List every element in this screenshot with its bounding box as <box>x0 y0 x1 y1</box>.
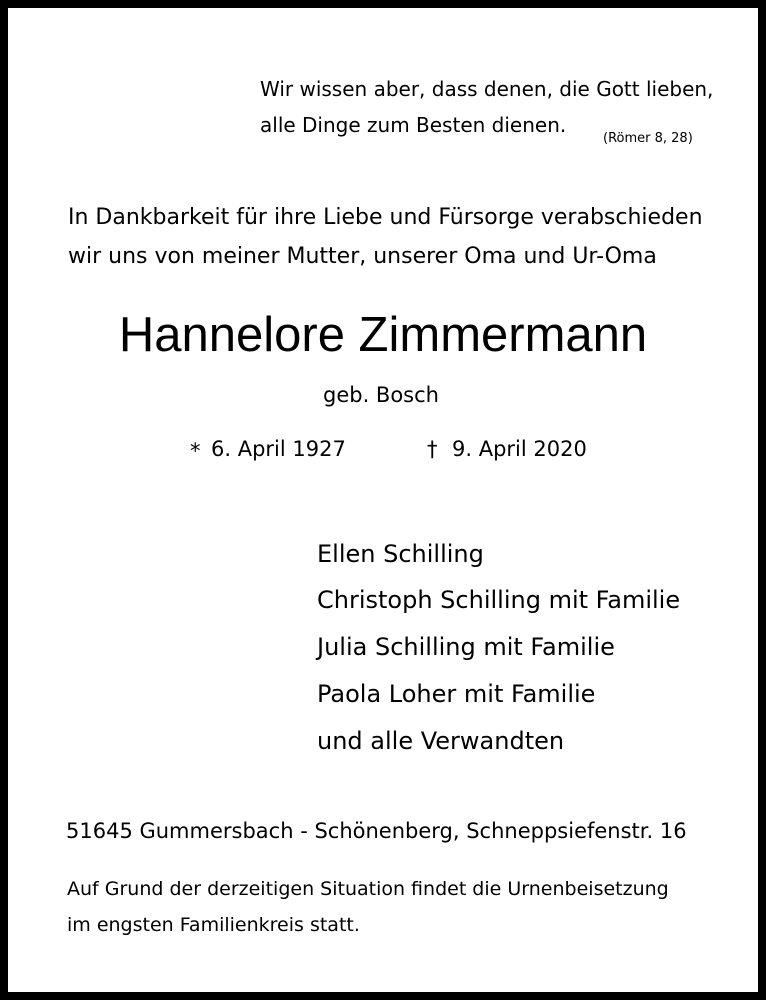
bible-verse-line-2: alle Dinge zum Besten dienen. <box>260 113 567 137</box>
mourner-3: Julia Schilling mit Familie <box>317 633 615 661</box>
death-symbol: † <box>427 437 438 461</box>
intro-line-1: In Dankbarkeit für ihre Liebe und Fürsorge verabschieden <box>68 205 703 230</box>
birth-symbol: * <box>190 439 201 463</box>
mourner-4: Paola Loher mit Familie <box>317 680 596 708</box>
deceased-name: Hannelore Zimmermann <box>118 308 648 362</box>
notice-line-2: im engsten Familienkreis statt. <box>67 914 360 936</box>
mourner-5: und alle Verwandten <box>317 727 565 755</box>
maiden-name: geb. Bosch <box>323 383 439 407</box>
bible-verse-reference: (Römer 8, 28) <box>603 131 693 146</box>
birth-date: 6. April 1927 <box>211 437 346 461</box>
bible-verse-line-1: Wir wissen aber, dass denen, die Gott lieben, <box>260 77 714 101</box>
death-date: 9. April 2020 <box>452 437 587 461</box>
mourner-1: Ellen Schilling <box>317 540 484 568</box>
notice-line-1: Auf Grund der derzeitigen Situation findet die Urnenbeisetzung <box>67 878 669 900</box>
mourner-2: Christoph Schilling mit Familie <box>317 586 681 614</box>
address: 51645 Gummersbach - Schönenberg, Schneppsiefenstr. 16 <box>66 819 687 843</box>
intro-line-2: wir uns von meiner Mutter, unserer Oma und Ur-Oma <box>68 244 657 269</box>
